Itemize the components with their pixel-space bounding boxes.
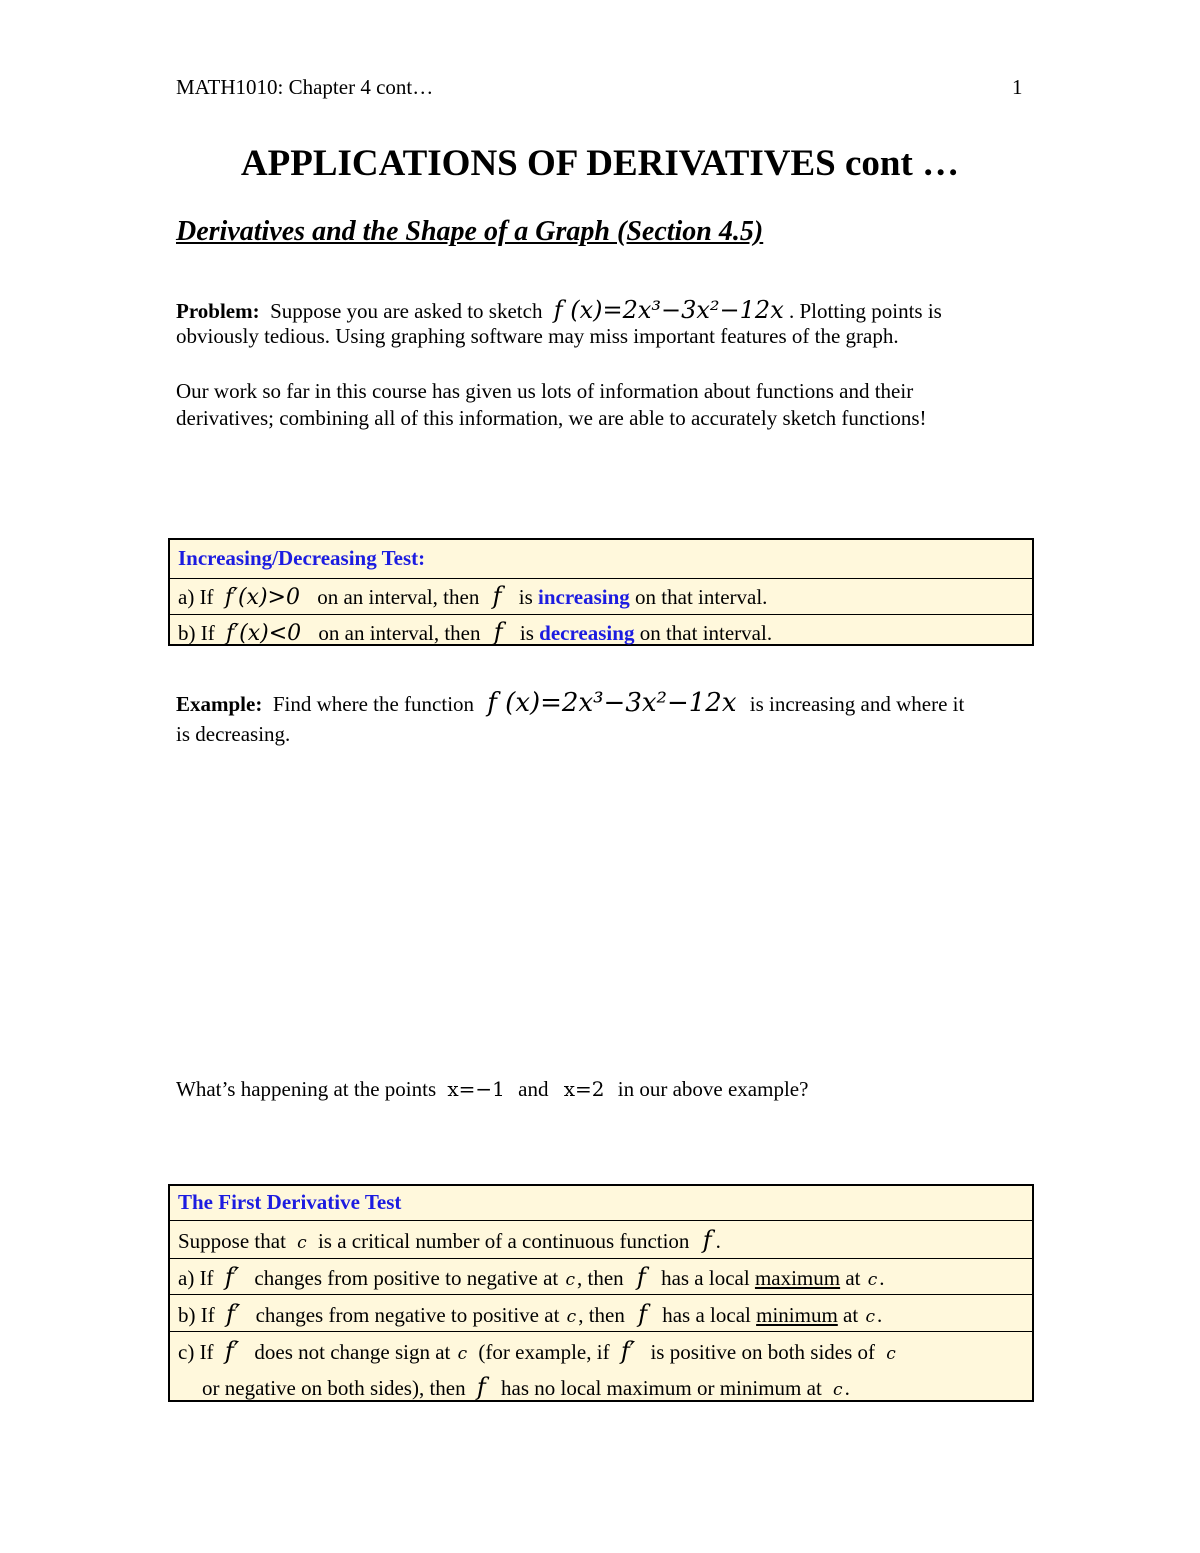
box-divider	[170, 1331, 1032, 1332]
section-heading: Derivatives and the Shape of a Graph (Section 4.5)	[176, 216, 764, 247]
row-a-suffix: on that interval.	[635, 585, 768, 609]
fdt-b-c2: c	[865, 1307, 875, 1327]
first-derivative-title: The First Derivative Test	[178, 1190, 402, 1214]
fdt-c2-text-2: has no local maximum or minimum at	[501, 1376, 822, 1400]
fdt-b-f: f	[638, 1300, 647, 1328]
inc-dec-row-b	[178, 618, 772, 646]
running-header: MATH1010: Chapter 4 cont…	[176, 75, 434, 99]
question-text: What’s happening at the points	[176, 1077, 437, 1101]
increasing-decreasing-test-box	[168, 538, 1034, 646]
question-point-2: x=2	[563, 1077, 605, 1101]
fdt-c-fprime-2: f′	[620, 1337, 636, 1365]
problem-formula: f (x)=2x³−3x²−12x	[553, 296, 784, 324]
box-divider	[170, 1294, 1032, 1295]
problem-line-1	[176, 296, 942, 324]
fdt-b-then: , then	[578, 1303, 625, 1327]
increasing-keyword: increasing	[538, 585, 630, 609]
maximum-keyword: maximum	[754, 1266, 841, 1290]
first-derivative-test-box	[168, 1184, 1034, 1402]
fdt-c-prefix: c) If	[178, 1340, 214, 1364]
question-text-end: in our above example?	[617, 1077, 809, 1101]
inc-dec-row-a	[178, 582, 767, 610]
row-b-suffix: on that interval.	[639, 621, 773, 645]
fdt-b-c: c	[566, 1307, 577, 1327]
fdt-a-text: changes from positive to negative at	[254, 1266, 559, 1290]
box-divider	[170, 1258, 1032, 1259]
fdt-a-at: at	[845, 1266, 861, 1290]
inc-dec-title: Increasing/Decreasing Test:	[178, 546, 426, 570]
fdt-c2-text: or negative on both sides), then	[202, 1376, 466, 1400]
fdt-intro	[178, 1226, 721, 1254]
paragraph-line-2: derivatives; combining all of this information, we are able to accurately sketch functions!	[176, 406, 927, 430]
fdt-b-text: changes from negative to positive at	[255, 1303, 560, 1327]
page-number: 1	[1012, 75, 1023, 99]
fdt-row-c-continued	[202, 1373, 850, 1401]
page-title: APPLICATIONS OF DERIVATIVES cont …	[240, 143, 960, 184]
fdt-c-c: c	[457, 1344, 468, 1364]
minimum-keyword: minimum	[756, 1303, 838, 1327]
problem-text: Suppose you are asked to sketch	[270, 299, 543, 323]
example-line-1	[176, 688, 964, 718]
example-label: Example:	[176, 692, 263, 716]
example-formula: f (x)=2x³−3x²−12x	[487, 688, 737, 718]
fdt-a-c2: c	[867, 1270, 878, 1290]
fdt-a-has: has a local	[661, 1266, 750, 1290]
intro-c: c	[297, 1233, 307, 1253]
row-b-f: f	[493, 618, 503, 646]
intro-text: Suppose that	[178, 1229, 286, 1253]
fdt-a-f: f	[636, 1263, 646, 1291]
intro-f: f	[702, 1226, 712, 1254]
problem-line-2: obviously tedious. Using graphing software may miss important features of the graph.	[176, 324, 899, 348]
fdt-a-end: .	[879, 1266, 885, 1290]
row-b-is: is	[519, 621, 534, 645]
example-text-end: is increasing and where it	[749, 692, 965, 716]
row-b-condition: f′(x)<0	[225, 621, 302, 646]
fdt-c-fprime: f′	[224, 1337, 240, 1365]
fdt-b-end: .	[876, 1303, 883, 1327]
problem-text-end: . Plotting points is	[788, 299, 942, 323]
box-divider	[170, 1220, 1032, 1221]
fdt-c-text-2: is positive on both sides of	[650, 1340, 876, 1364]
fdt-c2-end: .	[844, 1376, 850, 1400]
fdt-c2-c: c	[833, 1380, 843, 1400]
row-b-prefix: b) If	[178, 621, 215, 645]
fdt-c-example: (for example, if	[478, 1340, 610, 1364]
question-line	[176, 1077, 808, 1102]
fdt-c-text: does not change sign at	[254, 1340, 451, 1364]
row-a-is: is	[518, 585, 533, 609]
problem-label: Problem:	[176, 299, 260, 323]
example-line-2: is decreasing.	[176, 722, 291, 746]
intro-text-2: is a critical number of a continuous function	[317, 1229, 690, 1253]
fdt-a-then: , then	[577, 1266, 624, 1290]
example-text: Find where the function	[272, 692, 475, 716]
row-a-f: f	[492, 582, 502, 610]
fdt-c-c2: c	[886, 1344, 896, 1364]
decreasing-keyword: decreasing	[539, 621, 635, 645]
fdt-row-c	[178, 1337, 898, 1365]
intro-end: .	[715, 1229, 721, 1253]
paragraph-line-1: Our work so far in this course has given us lots of information about functions and their	[176, 379, 914, 403]
fdt-b-prefix: b) If	[178, 1303, 215, 1327]
fdt-a-fprime: f′	[224, 1263, 240, 1291]
fdt-b-fprime: f′	[225, 1300, 241, 1328]
row-b-mid: on an interval, then	[318, 621, 481, 645]
question-point-1: x=−1	[447, 1077, 505, 1101]
row-a-condition: f′(x)>0	[224, 585, 300, 610]
fdt-row-b	[178, 1300, 882, 1328]
row-a-mid: on an interval, then	[317, 585, 480, 609]
question-and: and	[518, 1077, 549, 1101]
fdt-c2-f: f	[476, 1373, 486, 1401]
box-divider	[170, 578, 1032, 579]
row-a-prefix: a) If	[178, 585, 214, 609]
fdt-b-has: has a local	[662, 1303, 751, 1327]
fdt-a-prefix: a) If	[178, 1266, 214, 1290]
box-divider	[170, 614, 1032, 615]
fdt-row-a	[178, 1263, 885, 1291]
fdt-b-at: at	[843, 1303, 859, 1327]
fdt-a-c: c	[565, 1270, 576, 1290]
